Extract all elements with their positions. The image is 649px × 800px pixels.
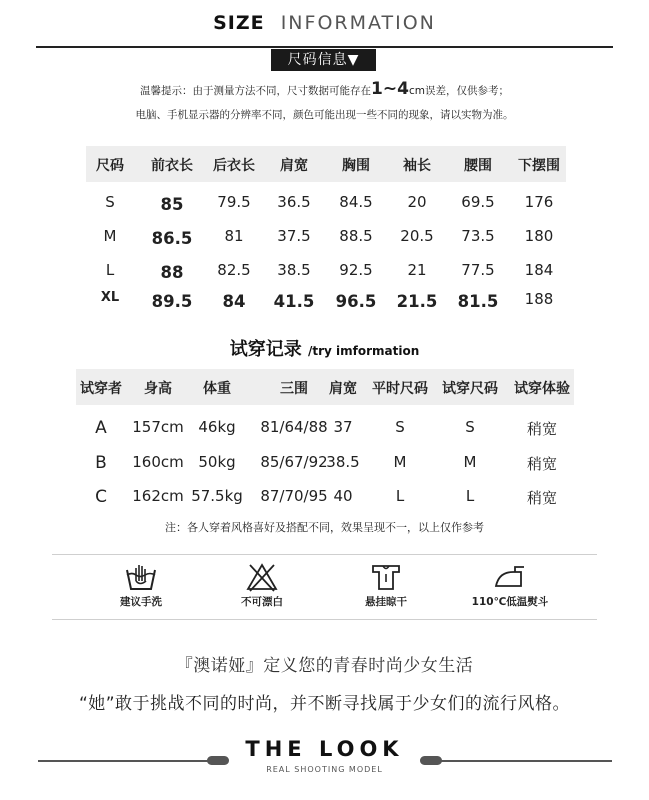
try-table-cell: 85/67/92 — [260, 453, 328, 471]
size-table-cell: 96.5 — [335, 292, 377, 311]
care-hand-wash — [86, 562, 196, 609]
try-table-cell: 37 — [333, 418, 353, 436]
size-table-cell: 38.5 — [277, 261, 311, 279]
size-table-cell: 184 — [524, 261, 554, 279]
size-table-header: 肩宽 — [280, 158, 308, 174]
try-table-cell: 稍宽 — [526, 455, 558, 473]
try-table-cell: L — [465, 487, 475, 505]
try-table-header: 体重 — [203, 381, 231, 397]
try-table-header: 身高 — [144, 381, 172, 397]
size-info-badge: 尺码信息▼ — [271, 49, 376, 71]
the-look-title: THE LOOK — [245, 737, 404, 761]
try-table-cell: S — [465, 418, 475, 436]
size-table-cell: 176 — [524, 193, 554, 211]
care-divider-top — [52, 554, 597, 555]
hand-wash-icon — [124, 562, 158, 592]
try-table-header: 试穿者 — [80, 381, 122, 397]
size-table-cell: 79.5 — [217, 193, 251, 211]
try-table-header: 肩宽 — [329, 381, 357, 397]
size-table-cell: 36.5 — [277, 193, 311, 211]
size-table-cell: 92.5 — [339, 261, 373, 279]
try-table-cell: 38.5 — [326, 453, 360, 471]
size-table-cell: 86.5 — [151, 229, 193, 248]
size-table-cell: XL — [100, 290, 120, 305]
try-table-cell: 157cm — [132, 418, 184, 436]
try-table-cell: A — [95, 418, 107, 438]
try-table-cell: 40 — [333, 487, 353, 505]
hang-dry-icon — [369, 562, 403, 592]
notice-line-1-pre: 温馨提示：由于测量方法不同，尺寸数据可能存在 — [140, 85, 372, 97]
slogan-line-1: 『澳诺娅』定义您的青春时尚少女生活 — [175, 656, 474, 676]
size-table-header: 胸围 — [342, 158, 370, 174]
size-table-cell: L — [105, 261, 115, 279]
try-table-cell: M — [463, 453, 477, 471]
size-table-cell: 20.5 — [400, 227, 434, 245]
care-label-hang-dry: 悬挂晾干 — [365, 596, 407, 608]
care-label-hand-wash: 建议手洗 — [120, 596, 162, 608]
size-table-header: 后衣长 — [213, 158, 255, 174]
size-title-light: INFORMATION — [280, 12, 436, 34]
size-table-cell: 88.5 — [339, 227, 373, 245]
the-look-subtitle: REAL SHOOTING MODEL — [266, 765, 383, 774]
notice-tolerance: 1~4 — [371, 79, 409, 99]
try-on-title-cn: 试穿记录 — [229, 339, 302, 360]
size-table-cell: 41.5 — [273, 292, 315, 311]
size-table-cell: M — [103, 227, 117, 245]
no-bleach-icon — [245, 562, 279, 592]
size-table-header: 下摆围 — [518, 158, 560, 174]
size-table-cell: 84.5 — [339, 193, 373, 211]
notice-line-1-post: cm误差，仅供参考； — [408, 85, 509, 97]
slogan-line-2: “她”敢于挑战不同的时尚，并不断寻找属于少女们的流行风格。 — [78, 694, 571, 714]
iron-icon — [493, 562, 527, 592]
care-iron — [455, 562, 565, 609]
size-table-header: 尺码 — [96, 158, 124, 174]
size-table-cell: 69.5 — [461, 193, 495, 211]
size-table-cell: 88 — [160, 263, 184, 282]
size-table-cell: 77.5 — [461, 261, 495, 279]
try-on-title — [0, 335, 649, 361]
try-table-cell: 50kg — [198, 453, 236, 471]
care-hang-dry — [331, 562, 441, 609]
try-table-cell: L — [395, 487, 405, 505]
try-table-cell: 稍宽 — [526, 420, 558, 438]
size-table-cell: 21.5 — [396, 292, 438, 311]
try-table-cell: M — [393, 453, 407, 471]
size-table-header: 袖长 — [403, 158, 431, 174]
try-table-header: 试穿体验 — [514, 381, 570, 397]
header-divider — [36, 46, 613, 48]
size-table-cell: 73.5 — [461, 227, 495, 245]
try-table-cell: B — [95, 453, 107, 473]
try-table-cell: 46kg — [198, 418, 236, 436]
care-label-iron: 110℃低温熨斗 — [471, 596, 549, 608]
try-table-cell: 稍宽 — [526, 489, 558, 507]
try-on-title-en: /try imformation — [308, 344, 420, 358]
size-table-cell: 20 — [407, 193, 427, 211]
try-table-cell: 162cm — [132, 487, 184, 505]
size-title-bold: SIZE — [213, 12, 265, 34]
size-information-title — [0, 12, 649, 34]
try-table-header: 三围 — [280, 381, 308, 397]
size-table-cell: 37.5 — [277, 227, 311, 245]
try-table-header: 平时尺码 — [372, 381, 428, 397]
size-table-cell: 82.5 — [217, 261, 251, 279]
care-label-no-bleach: 不可漂白 — [241, 596, 283, 608]
notice-line-2: 电脑、手机显示器的分辨率不同，颜色可能出现一些不同的现象，请以实物为准。 — [135, 109, 514, 121]
care-no-bleach — [207, 562, 317, 609]
size-table-cell: 188 — [524, 290, 554, 308]
size-table-cell: 81.5 — [457, 292, 499, 311]
try-table-cell: C — [95, 487, 107, 507]
size-table-header: 前衣长 — [151, 158, 193, 174]
size-table-cell: S — [105, 193, 115, 211]
size-table-cell: 85 — [160, 195, 184, 214]
care-divider-bottom — [52, 619, 597, 620]
try-table-cell: 87/70/95 — [260, 487, 328, 505]
size-table-cell: 21 — [407, 261, 427, 279]
try-table-cell: 81/64/88 — [260, 418, 328, 436]
notice-line-1 — [0, 79, 649, 99]
try-table-header: 试穿尺码 — [442, 381, 498, 397]
size-table-cell: 81 — [224, 227, 244, 245]
try-table-cell: 160cm — [132, 453, 184, 471]
try-on-footnote: 注：各人穿着风格喜好及搭配不同，效果呈现不一，以上仅作参考 — [165, 521, 484, 534]
size-table-header: 腰围 — [464, 158, 492, 174]
try-table-cell: 57.5kg — [191, 487, 243, 505]
size-table-cell: 180 — [524, 227, 554, 245]
try-table-cell: S — [395, 418, 405, 436]
size-table-cell: 84 — [222, 292, 246, 311]
size-table-cell: 89.5 — [151, 292, 193, 311]
